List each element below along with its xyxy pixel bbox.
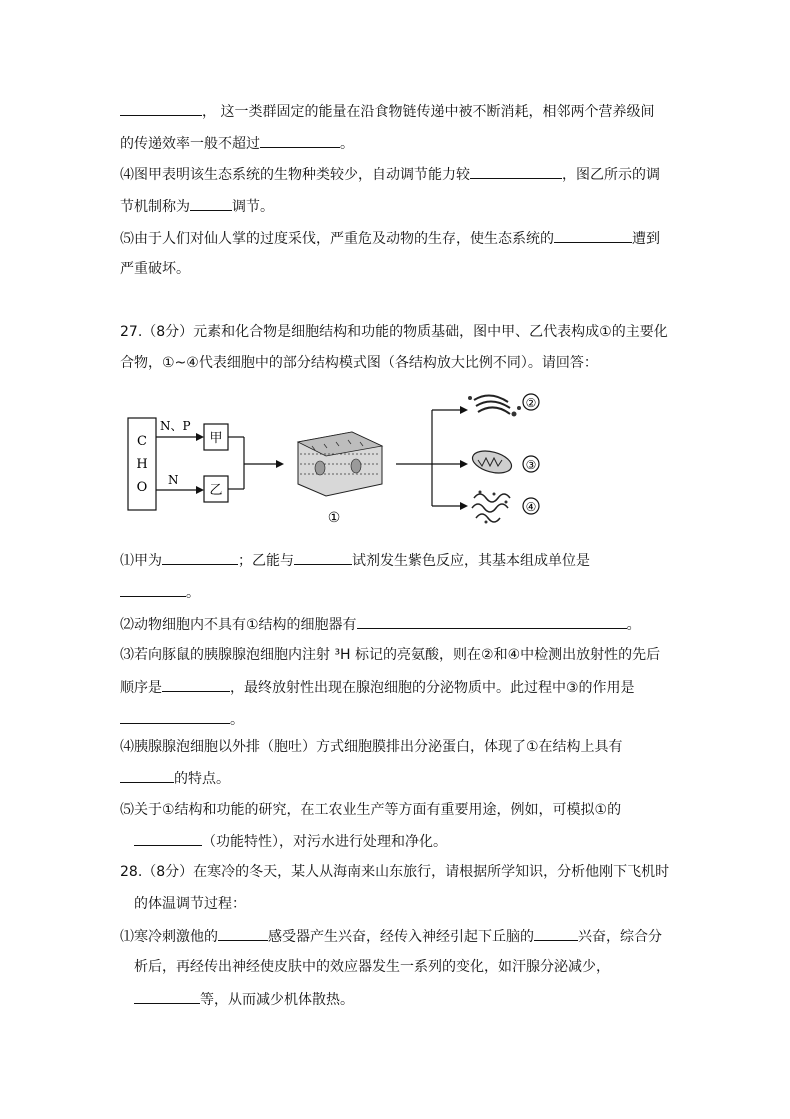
q28-part-1-end: 等，从而减少机体散热。 [134,989,354,1010]
q27-part-2: ⑵动物细胞内不具有①结构的细胞器有 。 [120,614,641,635]
cell-structure-figure [120,380,560,540]
q27-stem-1: 27.（8分）元素和化合物是细胞结构和功能的物质基础，图中甲、乙代表构成①的主要化 [120,324,668,340]
q26-line-1: ， 这一类群固定的能量在沿食物链传递中被不断消耗，相邻两个营养级间 [120,101,654,122]
answer-blank[interactable] [120,101,202,116]
q27-part-5: ⑸关于①结构和功能的研究，在工农业生产等方面有重要用途，例如，可模拟①的 [120,802,622,818]
jia-label: 甲 [209,431,223,446]
answer-blank[interactable] [554,228,632,243]
answer-blank[interactable] [162,677,230,692]
element-h: H [136,457,148,472]
golgi-apparatus-icon [468,395,521,416]
q28-part-1: ⑴寒冷刺激他的 感受器产生兴奋，经传入神经引起下丘脑的 兴奋，综合分 [120,926,662,947]
label-2: ② [525,396,537,410]
answer-blank[interactable] [218,926,268,941]
element-c: C [137,434,147,449]
label-4: ④ [525,500,537,514]
answer-blank[interactable] [294,550,352,565]
answer-blank[interactable] [120,582,186,597]
q28-stem-2: 的体温调节过程： [134,896,246,912]
answer-blank[interactable] [134,831,202,846]
mitochondrion-icon [470,447,514,477]
answer-blank[interactable] [357,614,627,629]
endoplasmic-reticulum-icon [472,491,510,524]
q26-line-4: 节机制称为 调节。 [120,196,274,217]
q26-line-3: ⑷图甲表明该生态系统的生物种类较少，自动调节能力较 ，图乙所示的调 [120,164,660,185]
q27-part-1: ⑴甲为 ；乙能与 试剂发生紫色反应，其基本组成单位是 [120,550,590,571]
answer-blank[interactable] [134,989,200,1004]
q27-part-1-cont: 。 [120,582,200,603]
q27-part-5-cont: （功能特性），对污水进行处理和净化。 [134,831,447,852]
q26-line-2: 的传递效率一般不超过 。 [120,133,354,154]
q27-part-4: ⑷胰腺腺泡细胞以外排（胞吐）方式细胞膜排出分泌蛋白，体现了①在结构上具有 [120,739,623,755]
answer-blank[interactable] [534,926,578,941]
yi-label: 乙 [209,483,223,498]
q27-stem-2: 合物，①~④代表细胞中的部分结构模式图（各结构放大比例不同）。请回答： [120,355,598,371]
answer-blank[interactable] [190,196,232,211]
label-1: ① [327,510,341,526]
label-3: ③ [525,458,537,472]
answer-blank[interactable] [120,768,174,783]
answer-blank[interactable] [120,709,230,724]
q26-line-6: 严重破坏。 [120,261,190,277]
element-o: O [136,480,148,495]
q27-part-3: ⑶若向豚鼠的胰腺腺泡细胞内注射 ³H 标记的亮氨酸，则在②和④中检测出放射性的先后 [120,647,661,663]
answer-blank[interactable] [260,133,340,148]
membrane-structure-icon [298,432,382,496]
answer-blank[interactable] [470,164,562,179]
q28-stem-1: 28.（8分）在寒冷的冬天，某人从海南来山东旅行，请根据所学知识，分析他刚下飞机时 [120,864,670,880]
q26-line-5: ⑸由于人们对仙人掌的过度采伐，严重危及动物的生存，使生态系统的 遭到 [120,228,660,249]
q28-part-1-cont: 析后，再经传出神经使皮肤中的效应器发生一系列的变化，如汗腺分泌减少， [134,959,610,975]
q27-part-3-end: 。 [120,709,244,730]
q27-part-3-cont: 顺序是 ，最终放射性出现在腺泡细胞的分泌物质中。此过程中③的作用是 [120,677,635,698]
label-n: N [168,473,179,487]
answer-blank[interactable] [162,550,238,565]
label-np: N、P [160,419,191,433]
q27-part-4-cont: 的特点。 [120,768,230,789]
